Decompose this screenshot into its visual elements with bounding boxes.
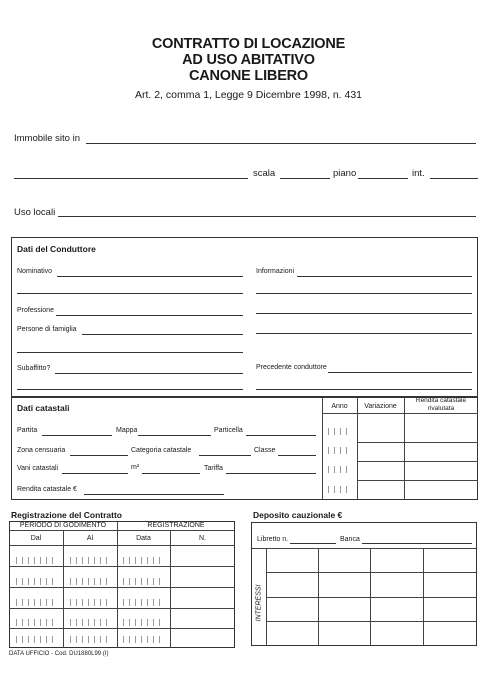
registrazione-header: REGISTRAZIONE bbox=[147, 522, 205, 529]
al-cell[interactable] bbox=[70, 636, 112, 643]
tariffa-field[interactable] bbox=[226, 473, 316, 474]
mappa-field[interactable] bbox=[138, 435, 211, 436]
address-field[interactable] bbox=[14, 178, 248, 179]
dal-cell[interactable] bbox=[16, 619, 58, 626]
divider bbox=[9, 628, 235, 629]
divider bbox=[9, 566, 235, 567]
libretto-label: Libretto n. bbox=[257, 536, 289, 543]
divider bbox=[357, 442, 478, 443]
scala-label: scala bbox=[253, 168, 276, 179]
particella-field[interactable] bbox=[246, 435, 316, 436]
deposito-title: Deposito cauzionale € bbox=[253, 510, 343, 520]
rendita-label: Rendita catastale € bbox=[17, 486, 77, 493]
dal-cell[interactable] bbox=[16, 557, 58, 564]
professione-field[interactable] bbox=[56, 315, 243, 316]
col-anno-header: Anno bbox=[331, 403, 348, 410]
divider bbox=[266, 597, 477, 598]
piano-label: piano bbox=[333, 168, 357, 179]
m2-label: m² bbox=[131, 464, 140, 471]
scala-field[interactable] bbox=[280, 178, 330, 179]
subaffitto-field[interactable] bbox=[55, 373, 243, 374]
zona-field[interactable] bbox=[70, 455, 128, 456]
nominativo-field[interactable] bbox=[57, 276, 243, 277]
precedente-field[interactable] bbox=[328, 372, 472, 373]
title-line-2: AD USO ABITATIVO bbox=[182, 52, 315, 68]
footer-code: DATA UFFICIO - Cod. DU1880L99 (I) bbox=[9, 651, 109, 657]
anno-cell[interactable] bbox=[328, 447, 350, 454]
informazioni-field[interactable] bbox=[297, 276, 472, 277]
col-rendita-header: Rendita catastale rivalutata bbox=[415, 397, 467, 412]
categoria-field[interactable] bbox=[199, 455, 251, 456]
col-dal: Dal bbox=[30, 535, 42, 542]
categoria-label: Categoria catastale bbox=[131, 447, 192, 454]
vani-label: Vani catastali bbox=[17, 465, 59, 472]
conduttore-title: Dati del Conduttore bbox=[17, 244, 96, 254]
divider bbox=[9, 530, 235, 531]
m2-field[interactable] bbox=[142, 473, 200, 474]
data-cell[interactable] bbox=[123, 619, 165, 626]
divider bbox=[266, 621, 477, 622]
mappa-label: Mappa bbox=[116, 427, 138, 434]
divider bbox=[9, 608, 235, 609]
persone-field[interactable] bbox=[82, 334, 243, 335]
subtitle: Art. 2, comma 1, Legge 9 Dicembre 1998, n. 431 bbox=[134, 89, 363, 101]
tariffa-label: Tariffa bbox=[204, 465, 223, 472]
col-al: Al bbox=[86, 535, 94, 542]
col-variazione-header: Variazione bbox=[364, 403, 397, 410]
periodo-header: PERIODO DI GODIMENTO bbox=[19, 522, 107, 529]
data-cell[interactable] bbox=[123, 578, 165, 585]
classe-field[interactable] bbox=[278, 455, 316, 456]
title-line-3: CANONE LIBERO bbox=[188, 68, 309, 84]
libretto-field[interactable] bbox=[290, 543, 336, 544]
zona-label: Zona censuaria bbox=[17, 447, 66, 454]
partita-label: Partita bbox=[17, 427, 38, 434]
divider bbox=[9, 587, 235, 588]
al-cell[interactable] bbox=[70, 578, 112, 585]
informazioni-field-4[interactable] bbox=[256, 333, 472, 334]
int-field[interactable] bbox=[430, 178, 478, 179]
nominativo-field-2[interactable] bbox=[17, 293, 243, 294]
anno-cell[interactable] bbox=[328, 428, 350, 435]
informazioni-field-2[interactable] bbox=[256, 293, 472, 294]
al-cell[interactable] bbox=[70, 619, 112, 626]
divider bbox=[63, 530, 64, 648]
precedente-field-2[interactable] bbox=[256, 389, 472, 390]
partita-field[interactable] bbox=[42, 435, 112, 436]
interessi-wrap bbox=[253, 584, 265, 622]
uso-locali-field[interactable] bbox=[58, 216, 476, 217]
subaffitto-label: Subaffitto? bbox=[17, 365, 51, 372]
registrazione-title: Registrazione del Contratto bbox=[11, 510, 122, 520]
col-n: N. bbox=[199, 535, 206, 542]
divider bbox=[266, 572, 477, 573]
al-cell[interactable] bbox=[70, 599, 112, 606]
data-cell[interactable] bbox=[123, 636, 165, 643]
divider bbox=[170, 530, 171, 648]
subaffitto-field-2[interactable] bbox=[17, 389, 243, 390]
classe-label: Classe bbox=[254, 447, 276, 454]
anno-cell[interactable] bbox=[328, 466, 350, 473]
data-cell[interactable] bbox=[123, 557, 165, 564]
uso-locali-label: Uso locali bbox=[14, 207, 56, 218]
al-cell[interactable] bbox=[70, 557, 112, 564]
col-data: Data bbox=[136, 535, 151, 542]
divider bbox=[322, 413, 478, 414]
vani-field[interactable] bbox=[62, 473, 128, 474]
anno-cell[interactable] bbox=[328, 486, 350, 493]
banca-field[interactable] bbox=[362, 543, 472, 544]
catastali-title: Dati catastali bbox=[17, 403, 70, 413]
interessi-label: INTERESSI bbox=[255, 584, 263, 622]
persone-field-2[interactable] bbox=[17, 352, 243, 353]
particella-label: Particella bbox=[214, 427, 243, 434]
title-line-1: CONTRATTO DI LOCAZIONE bbox=[151, 36, 346, 52]
divider bbox=[9, 545, 235, 546]
data-cell[interactable] bbox=[123, 599, 165, 606]
rendita-field[interactable] bbox=[84, 494, 224, 495]
informazioni-label: Informazioni bbox=[256, 268, 295, 275]
persone-label: Persone di famiglia bbox=[17, 326, 77, 333]
divider bbox=[357, 480, 478, 481]
dal-cell[interactable] bbox=[16, 636, 58, 643]
divider bbox=[357, 461, 478, 462]
immobile-field[interactable] bbox=[86, 143, 476, 144]
immobile-label: Immobile sito in bbox=[14, 133, 80, 144]
informazioni-field-3[interactable] bbox=[256, 313, 472, 314]
nominativo-label: Nominativo bbox=[17, 268, 53, 275]
int-label: int. bbox=[412, 168, 425, 179]
dal-cell[interactable] bbox=[16, 578, 58, 585]
dal-cell[interactable] bbox=[16, 599, 58, 606]
professione-label: Professione bbox=[17, 307, 54, 314]
banca-label: Banca bbox=[340, 536, 360, 543]
precedente-label: Precedente conduttore bbox=[256, 364, 327, 371]
piano-field[interactable] bbox=[358, 178, 408, 179]
divider bbox=[251, 548, 477, 549]
